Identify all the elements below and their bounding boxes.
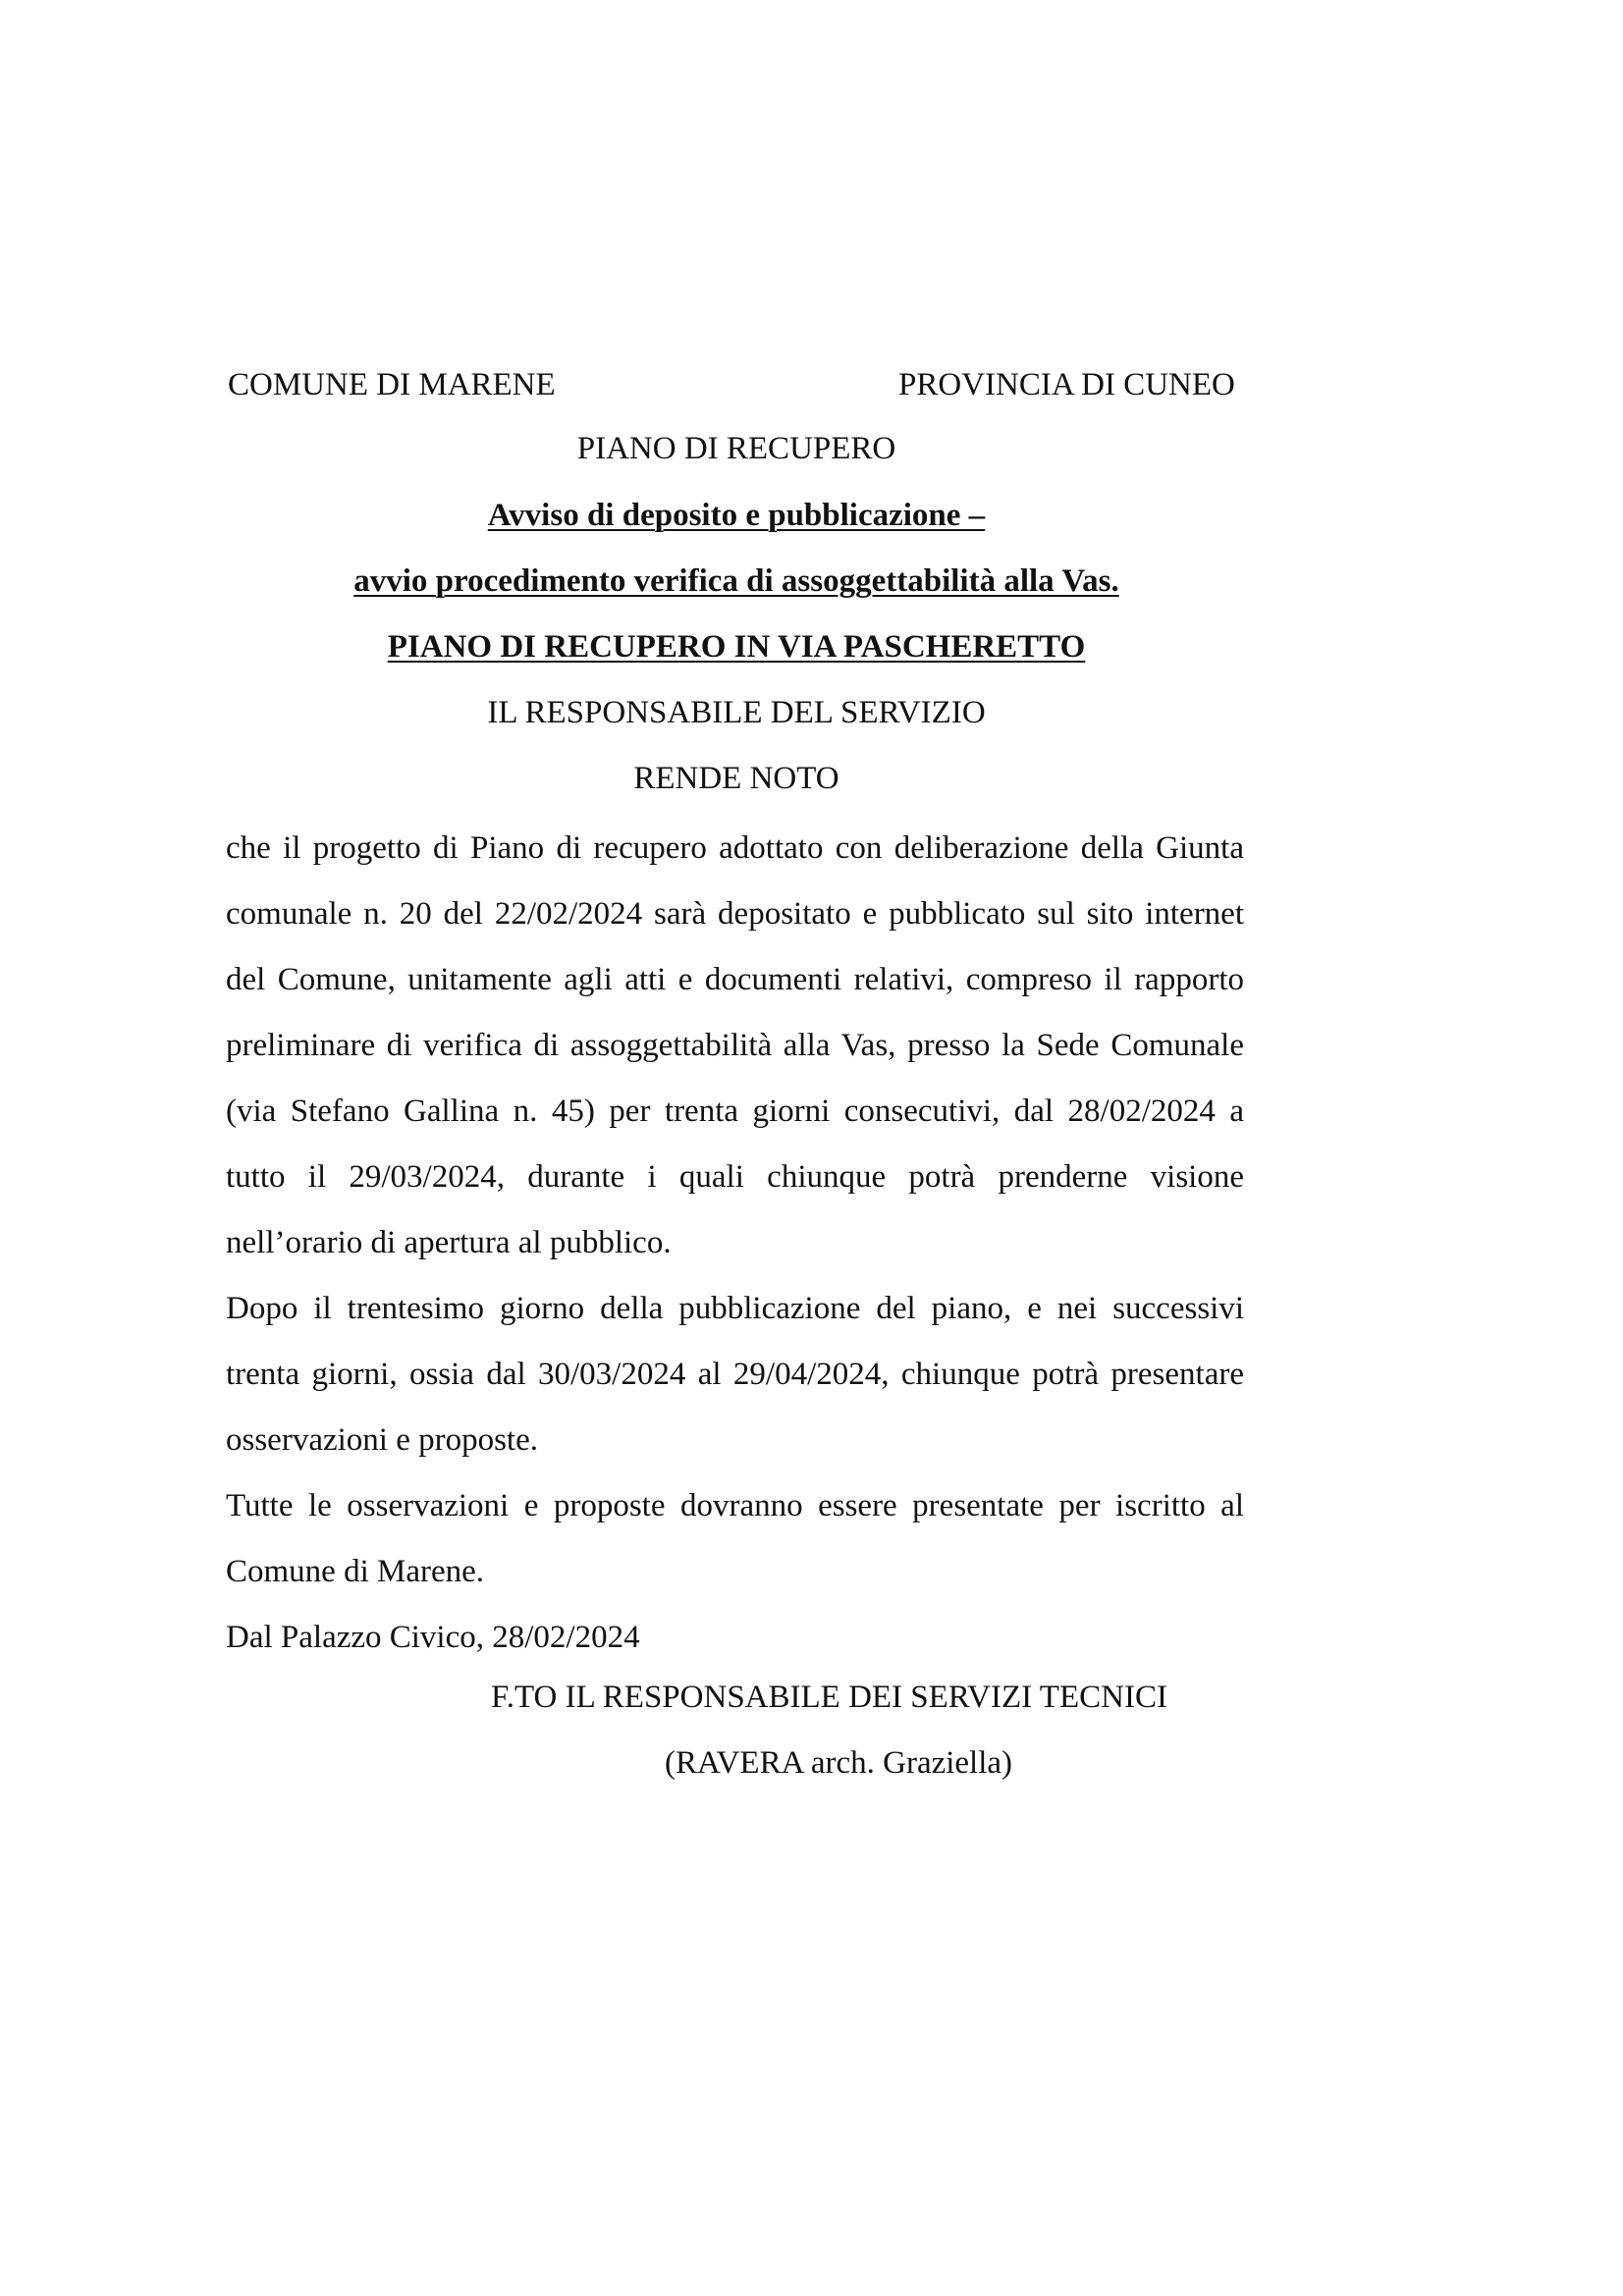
header-province: PROVINCIA DI CUNEO xyxy=(898,367,1235,402)
place-and-date: Dal Palazzo Civico, 28/02/2024 xyxy=(226,1620,640,1655)
body-paragraph-3: Tutte le osservazioni e proposte dovranno essere presentate per iscritto al Comune di Marene. xyxy=(226,1488,1244,1589)
authority-heading: IL RESPONSABILE DEL SERVIZIO xyxy=(487,695,986,730)
notice-body xyxy=(226,816,1244,1671)
notice-subtitle-2: avvio procedimento verifica di assoggettabilità alla Vas. xyxy=(353,563,1119,599)
header-municipality: COMUNE DI MARENE xyxy=(228,367,556,402)
rende-noto-heading: RENDE NOTO xyxy=(633,761,839,796)
signature-role: F.TO IL RESPONSABILE DEI SERVIZI TECNICI xyxy=(491,1680,1167,1715)
document-title: PIANO DI RECUPERO xyxy=(576,431,896,466)
notice-subtitle-3: PIANO DI RECUPERO IN VIA PASCHERETTO xyxy=(387,629,1086,665)
signature-name: (RAVERA arch. Graziella) xyxy=(665,1745,1013,1781)
body-paragraph-1: che il progetto di Piano di recupero adottato con deliberazione della Giunta comunale n. 20 del 22/02/2024 sarà depositato e pubblicato sul sito internet del Comune, unitamente agli atti e documenti relativi, compreso il rapporto preliminare di verifica di assoggettabilità alla Vas, presso la Sede Comunale (via Stefano Gallina n. 45) per trenta giorni consecutivi, dal 28/02/2024 a tutto il 29/03/2024, durante i quali chiunque potrà prenderne visione nell’orario di apertura al pubblico. xyxy=(226,830,1244,1260)
body-paragraph-2: Dopo il trentesimo giorno della pubblicazione del piano, e nei successivi trenta giorni, ossia dal 30/03/2024 al 29/04/2024, chiunque potrà presentare osservazioni e proposte. xyxy=(226,1291,1244,1458)
notice-subtitle-1: Avviso di deposito e pubblicazione – xyxy=(487,498,986,533)
